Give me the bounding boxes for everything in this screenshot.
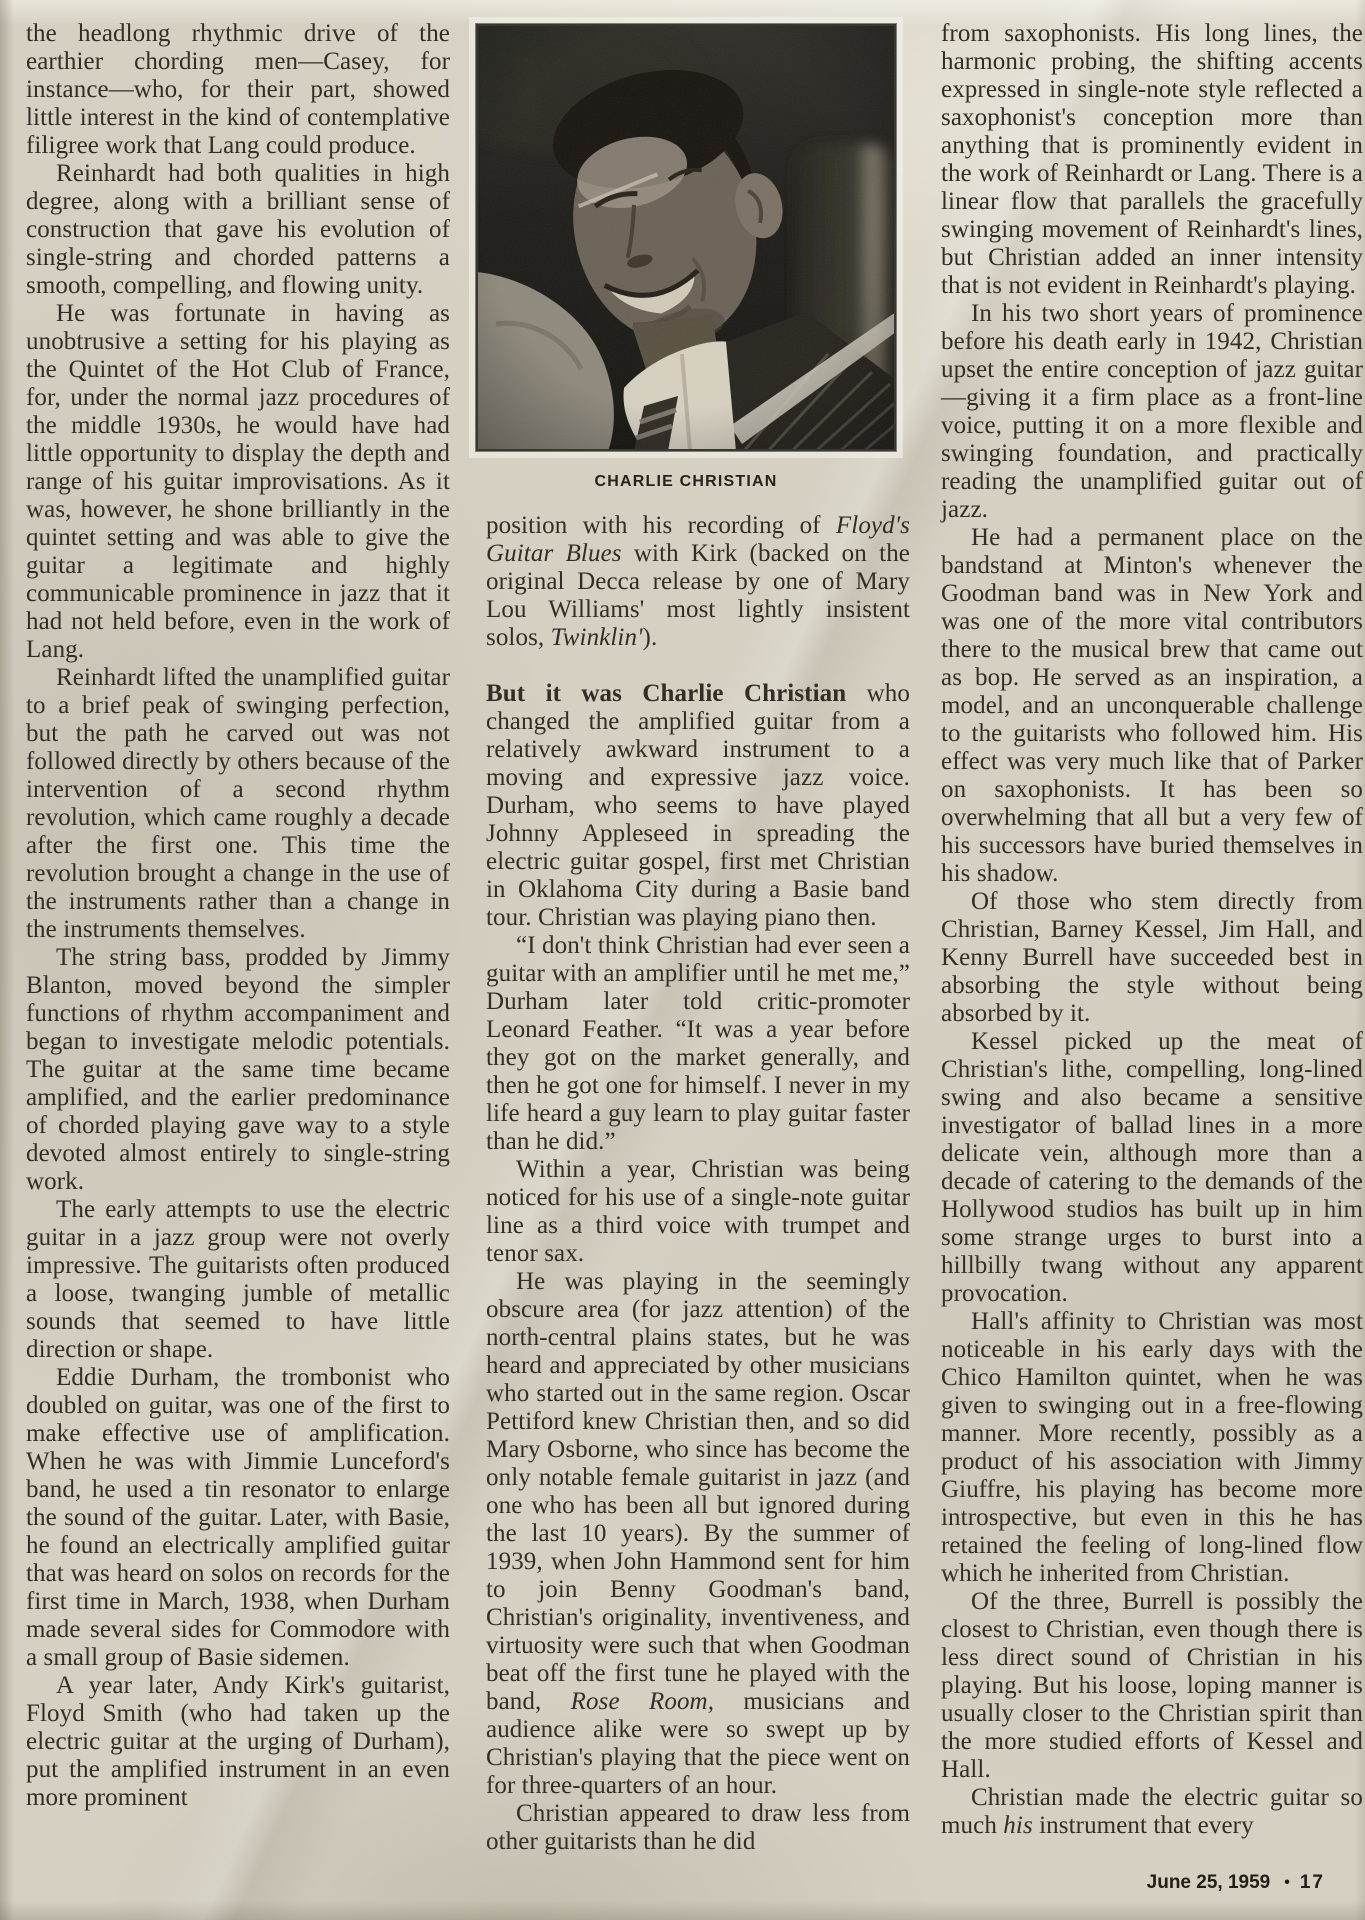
paragraph: “I don't think Christian had ever seen a guitar with an amplifier until he met me,” Durham later told critic-promoter Leonard Feather. “It was a year before they got on the market generally, and then he got one for himself. I never in my life heard a guy learn to play guitar faster than he did.”	[486, 932, 910, 1155]
middle-column-text	[486, 512, 910, 1856]
paragraph: A year later, Andy Kirk's guitarist, Floyd Smith (who had taken up the electric guitar at the urging of Durham), put the amplified instrument in an even more prominent	[26, 1672, 450, 1811]
footer-bullet: •	[1284, 1874, 1290, 1891]
paragraph: He had a permanent place on the bandstand at Minton's whenever the Goodman band was in New York and was one of the more vital contributors there to the musical brew that came out as bop. He served as an inspiration, a model, and an unconquerable challenge to the guitarists who followed him. His effect was very much like that of Parker on saxophonists. It has been so overwhelming that all but a very few of his successors have buried themselves in his shadow.	[941, 524, 1363, 887]
photo-caption: CHARLIE CHRISTIAN	[594, 473, 778, 490]
paragraph: Kessel picked up the meat of Christian's lithe, compelling, long-lined swing and also became a sensitive investigator of ballad lines in a more delicate vein, although more than a decade of catering to the demands of the Hollywood studios has built up in him some strange urges to burst into a hillbilly twang without any apparent provocation.	[941, 1028, 1363, 1307]
paragraph: Christian made the electric guitar so much his instrument that every	[941, 1784, 1363, 1839]
text-column-left	[26, 20, 450, 1812]
paragraph: Reinhardt lifted the unamplified guitar to a brief peak of swinging perfection, but the path he carved out was not followed directly by others because of the intervention of a second rhythm revolution, which came roughly a decade after the first one. This time the revolution brought a change in the use of the instruments rather than a change in the instruments themselves.	[26, 664, 450, 943]
portrait-illustration	[476, 24, 896, 451]
paragraph: The string bass, prodded by Jimmy Blanton, moved beyond the simpler functions of rhythm accompaniment and began to investigate melodic potentials. The guitar at the same time became amplified, and the earlier predominance of chorded playing gave way to a style devoted almost entirely to single-string work.	[26, 944, 450, 1195]
charlie-christian-photo	[476, 24, 896, 451]
paragraph: Hall's affinity to Christian was most noticeable in his early days with the Chico Hamilton quintet, when he was given to swinging out in a free-flowing manner. More recently, possibly as a product of his association with Jimmy Giuffre, his playing has become more introspective, but even in this he has retained the feeling of long-lined flow which he inherited from Christian.	[941, 1308, 1363, 1587]
page-number: 17	[1299, 1872, 1325, 1893]
paragraph: Of the three, Burrell is possibly the closest to Christian, even though there is less direct sound of Christian in his playing. But his loose, loping manner is usually closer to the Christian spirit than the more studied efforts of Kessel and Hall.	[941, 1588, 1363, 1783]
paragraph: position with his recording of Floyd's Guitar Blues with Kirk (backed on the original Decca release by one of Mary Lou Williams' most lightly insistent solos, Twinklin').	[486, 512, 910, 651]
paragraph: He was playing in the seemingly obscure area (for jazz attention) of the north-central plains states, but he was heard and appreciated by other musicians who started out in the same region. Oscar Pettiford knew Christian then, and so did Mary Osborne, who since has become the only notable female guitarist in jazz (and one who has been all but ignored during the last 10 years). By the summer of 1939, when John Hammond sent for him to join Benny Goodman's band, Christian's originality, inventiveness, and virtuosity were such that when Goodman beat off the first tune he played with the band, Rose Room, musicians and audience alike were so swept up by Christian's playing that the piece went on for three-quarters of an hour.	[486, 1268, 911, 1799]
paragraph: Christian appeared to draw less from other guitarists than he did	[486, 1800, 910, 1855]
paragraph: But it was Charlie Christian who changed the amplified guitar from a relatively awkward instrument to a moving and expressive jazz voice. Durham, who seems to have played Johnny Appleseed in spreading the electric guitar gospel, first met Christian in Oklahoma City during a Basie band tour. Christian was playing piano then.	[486, 680, 910, 931]
paragraph: He was fortunate in having as unobtrusive a setting for his playing as the Quintet of the Hot Club of France, for, under the normal jazz procedures of the middle 1930s, he would have had little opportunity to display the depth and range of his guitar improvisations. As it was, however, he shone brilliantly in the quintet setting and was able to give the guitar a legitimate and highly communicable prominence in jazz that it had not held before, even in the work of Lang.	[26, 300, 450, 663]
paragraph: the headlong rhythmic drive of the earthier chording men—Casey, for instance—who, for their part, showed little interest in the kind of contemplative filigree work that Lang could produce.	[26, 20, 450, 159]
text-column-right	[941, 20, 1363, 1840]
text-column-middle	[486, 20, 910, 1856]
page-footer	[941, 1872, 1325, 1894]
paragraph: Reinhardt had both qualities in high degree, along with a brilliant sense of construction that gave his evolution of single-string and chorded patterns a smooth, compelling, and flowing unity.	[26, 160, 450, 299]
paragraph: Within a year, Christian was being noticed for his use of a single-note guitar line as a third voice with trumpet and tenor sax.	[486, 1156, 910, 1267]
issue-date: June 25, 1959	[1146, 1872, 1271, 1893]
paragraph: Of those who stem directly from Christian, Barney Kessel, Jim Hall, and Kenny Burrell have succeeded best in absorbing the style without being absorbed by it.	[941, 888, 1363, 1027]
paragraph: from saxophonists. His long lines, the harmonic probing, the shifting accents expressed in single-note style reflected a saxophonist's conception more than anything that is prominently evident in the work of Reinhardt or Lang. There is a linear flow that parallels the gracefully swinging movement of Reinhardt's lines, but Christian added an inner intensity that is not evident in Reinhardt's playing.	[941, 20, 1363, 299]
paragraph: In his two short years of prominence before his death early in 1942, Christian upset the entire conception of jazz guitar—giving it a firm place as a front-line voice, putting it on a more flexible and swinging foundation, and practically reading the unamplified guitar out of jazz.	[941, 300, 1363, 523]
paragraph: The early attempts to use the electric guitar in a jazz group were not overly impressive. The guitarists often produced a loose, twanging jumble of metallic sounds that seemed to have little direction or shape.	[26, 1196, 450, 1363]
paragraph: Eddie Durham, the trombonist who doubled on guitar, was one of the first to make effective use of amplification. When he was with Jimmie Lunceford's band, he used a tin resonator to enlarge the sound of the guitar. Later, with Basie, he found an electrically amplified guitar that was heard on solos on records for the first time in March, 1938, when Durham made several sides for Commodore with a small group of Basie sidemen.	[26, 1364, 450, 1671]
